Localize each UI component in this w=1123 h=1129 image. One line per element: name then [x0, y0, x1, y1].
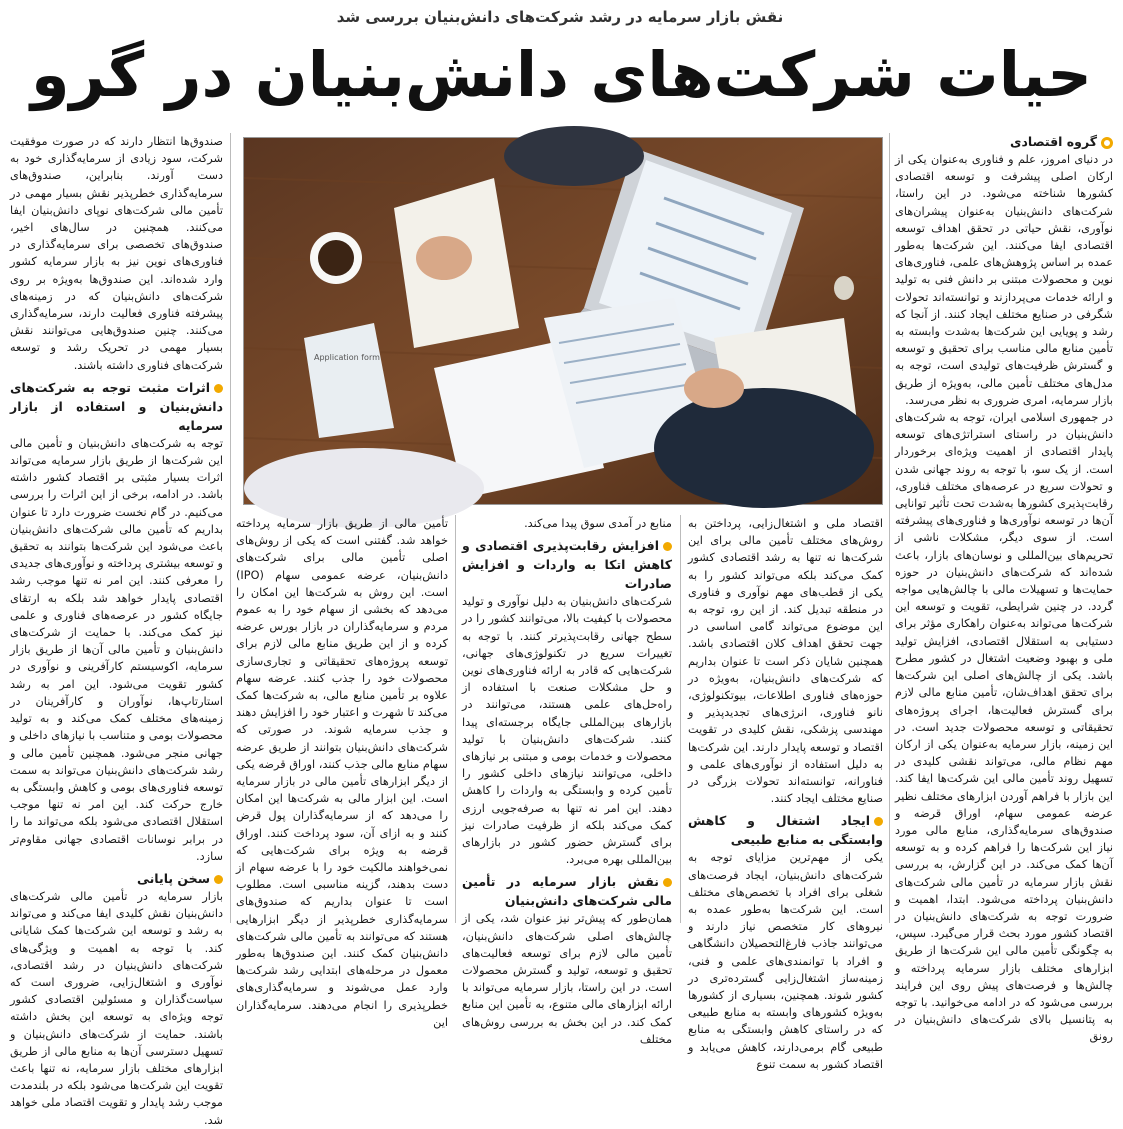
business-meeting-image — [244, 138, 882, 504]
newspaper-logo-icon — [1101, 137, 1113, 149]
column-b — [462, 515, 672, 1046]
heading-bullet-icon — [663, 878, 672, 887]
paragraph: صندوق‌ها انتظار دارند که در صورت موفقیت شرکت، سود زیادی از سرمایه‌گذاری خود به دست آورند. بنابراین، صندوق‌های سرمایه‌گذاری خطرپذیر نقش بسیار مهمی در تأمین مالی شرکت‌های نوپای دانش‌بنیان ایفا می‌کنند. همچنین در سال‌های اخیر، صندوق‌های تخصصی برای سرمایه‌گذاری در فناوری‌های نوین نیز به بازار سرمایه کشور وارد شده‌اند. این صندوق‌ها به‌ویژه بر روی شرکت‌های دانش‌بنیان که در زمینه‌های پیشرفته فناوری فعالیت دارند، سرمایه‌گذاری می‌کنند. چنین صندوق‌هایی می‌توانند نقش بسیار مهمی در تحریک رشد و توسعه شرکت‌های فناوری داشته باشند. — [10, 135, 223, 372]
paragraph: توجه به شرکت‌های دانش‌بنیان و تأمین مالی این شرکت‌ها از طریق بازار سرمایه می‌تواند اثرات بسیار مثبتی بر اقتصاد کشور داشته باشد. در ادامه، برخی از این اثرات را بررسی می‌کنیم. در گام نخست ضرورت دارد تا عنوان بداریم که تأمین مالی شرکت‌های دانش‌بنیان باعث می‌شود این شرکت‌ها بتوانند به تحقیق و توسعه بیشتری پرداخته و نوآوری‌های جدیدی را معرفی کنند. این امر نه تنها موجب رشد اقتصادی پایدار خواهد شد بلکه به ارتقای جایگاه کشور در عرصه‌های فناوری و علمی نیز کمک می‌کند. با حمایت از شرکت‌های دانش‌بنیان و تأمین مالی آن‌ها از طریق بازار سرمایه، اکوسیستم کارآفرینی و نوآوری در کشور تقویت می‌شود. این امر به رشد استارتاپ‌ها، نوآوران و کارآفرینان در زمینه‌های مختلف کمک می‌کند و به تولید محصولات بومی و متناسب با نیازهای داخلی و جهانی منجر می‌شود. همچنین تأمین مالی و رشد شرکت‌های دانش‌بنیان می‌تواند به سمت توسعه فناوری‌های بومی و کاهش وابستگی به خارج حرکت کند. این امر نه تنها موجب استقلال اقتصادی می‌شود بلکه می‌تواند ما را در برابر نوسانات اقتصادی جهانی مقاوم‌تر سازد. — [10, 436, 223, 863]
heading-bullet-icon — [874, 817, 883, 826]
byline: گروه اقتصادی — [895, 133, 1113, 151]
paragraph: بازار سرمایه در تأمین مالی شرکت‌های دانش‌بنیان نقش کلیدی ایفا می‌کند و می‌تواند به رشد و توسعه این شرکت‌ها کمک شایانی کند. با توجه به اهمیت و ویژگی‌های شرکت‌های دانش‌بنیان در رشد اقتصادی، نوآوری و اشتغال‌زایی، ضروری است که سیاست‌گذاران و مسئولین اقتصادی کشور توجه ویژه‌ای به توسعه این بخش داشته باشند. حمایت از شرکت‌های دانش‌بنیان و تسهیل دسترسی آن‌ها به منابع مالی از طریق ابزارهای مختلف بازار سرمایه، نه تنها باعث تقویت این شرکت‌ها می‌شود بلکه در بلندمدت موجب رشد پایدار و تقویت اقتصاد ملی خواهد شد. — [10, 889, 223, 1127]
paragraph: اقتصاد ملی و اشتغال‌زایی، پرداختن به روش‌های مختلف تأمین مالی برای این شرکت‌ها نه تنها به رشد اقتصادی کشور کمک می‌کند بلکه می‌تواند کشور را به یکی از قطب‌های مهم نوآوری و فناوری در منطقه تبدیل کند. از این رو، توجه به این موضوع می‌تواند گامی اساسی در جهت تحقق اهداف کلان اقتصادی باشد. همچنین شایان ذکر است تا عنوان بداریم که شرکت‌های دانش‌بنیان، به‌ویژه در حوزه‌های فناوری اطلاعات، بیوتکنولوژی، نانو فناوری، انرژی‌های تجدیدپذیر و مهندسی پزشکی، نقش کلیدی در تقویت اقتصاد و توسعه پایدار دارند. این شرکت‌ها به دلیل استفاده از نوآوری‌های علمی و فناورانه، توانسته‌اند تحولات بزرگی در صنایع مختلف ایجاد کنند. — [688, 517, 883, 806]
heading-bullet-icon — [214, 384, 223, 393]
section-heading: افزایش رقابت‌پذیری اقتصادی و کاهش اتکا به واردات و افزایش صادرات — [462, 538, 672, 592]
column-c — [235, 515, 448, 1029]
paragraph: یکی از مهم‌ترین مزایای توجه به شرکت‌های دانش‌بنیان، ایجاد فرصت‌های شغلی برای افراد با تخصص‌های مختلف است. این شرکت‌ها به‌طور عمده به نیروهای کار متخصص نیاز دارند و می‌توانند جاذب فارغ‌التحصیلان دانشگاهی و افراد با توانمندی‌های علمی و فنی، زمینه‌ساز اشتغال‌زایی گسترده‌تری در کشور شوند. همچنین، بسیاری از کشورها به‌ویژه کشورهای وابسته به منابع طبیعی که در راستای کاهش وابستگی به منابع طبیعی گام برمی‌دارند، کاهش می‌یابد و اقتصاد کشور به سمت تنوع — [688, 851, 883, 1071]
kicker: نقش بازار سرمایه در رشد شرکت‌های دانش‌بنیان بررسی شد — [336, 8, 784, 26]
column-divider — [680, 515, 681, 923]
column-left — [10, 133, 223, 1127]
paragraph: همان‌طور که پیش‌تر نیز عنوان شد، یکی از چالش‌های اصلی شرکت‌های دانش‌بنیان، تأمین مالی لازم برای توسعه فعالیت‌های تحقیق و توسعه، تولید و گسترش محصولات است. در این راستا، بازار سرمایه می‌تواند با ارائه ابزارهای مالی متنوع، به تأمین این منابع کمک کند. در این بخش به بررسی روش‌های مختلف — [462, 912, 672, 1046]
section-heading: ایجاد اشتغال و کاهش وابستگی به منابع طبیعی — [688, 813, 883, 848]
paragraph: شرکت‌های دانش‌بنیان به دلیل نوآوری و تولید محصولات با کیفیت بالا، می‌توانند کشور را در سطح جهانی رقابت‌پذیرتر کنند. با توجه به تغییرات سریع در تکنولوژی‌های جهانی، شرکت‌هایی که قادر به ارائه فناوری‌های نوین و حل مشکلات صنعت با استفاده از راه‌حل‌های علمی هستند، می‌توانند در بازارهای بین‌المللی جایگاه برجسته‌ای پیدا کنند. شرکت‌های دانش‌بنیان با تولید محصولات و خدمات بومی و مبتنی بر نیازهای داخلی، می‌توانند نیازهای داخلی کشور را تأمین کرده و وابستگی به واردات را کاهش دهند. این امر نه تنها به صرفه‌جویی ارزی کمک می‌کند بلکه از ظرفیت صادرات نیز برای گسترش حضور کشور در بازارهای بین‌المللی بهره می‌برد. — [462, 595, 672, 867]
paragraph: تأمین مالی از طریق بازار سرمایه پرداخته خواهد شد. گفتنی است که یکی از روش‌های اصلی تأمین مالی برای شرکت‌های دانش‌بنیان، عرضه عمومی سهام (IPO) است. این روش به شرکت‌ها این امکان را می‌دهد که بخشی از سهام خود را به عموم مردم و سرمایه‌گذاران در بازار بورس عرضه کرده و از این طریق منابع مالی لازم برای توسعه پروژه‌های تحقیقاتی و تجاری‌سازی محصولات خود را جذب کنند. عرضه سهام علاوه بر تأمین منابع مالی، به شرکت‌ها کمک می‌کند تا شهرت و اعتبار خود را افزایش دهند و جذب سرمایه شوند. در صورتی که شرکت‌های دانش‌بنیان بتوانند از طریق عرضه سهام منابع مالی جذب کنند، اوراق قرضه یکی از دیگر ابزارهای تأمین مالی در بازار سرمایه است. این ابزار مالی به شرکت‌ها این امکان را می‌دهد که از سرمایه‌گذاران پول قرض کنند و به ازای آن، سود پرداخت کنند. اوراق قرضه به ویژه برای شرکت‌هایی که نمی‌خواهند مالکیت خود را با عرضه سهام از دست بدهند، گزینه مناسبی است. مطلوب است تا عنوان بداریم که صندوق‌های سرمایه‌گذاری خطرپذیر از دیگر ابزارهایی هستند که می‌توانند به تأمین مالی شرکت‌های دانش‌بنیان کمک کنند. این صندوق‌ها به‌طور معمول در مرحله‌های ابتدایی رشد شرکت‌ها وارد عمل می‌شوند و سرمایه‌گذاری‌های خطرپذیری را انجام می‌دهند. سرمایه‌گذاران این — [235, 517, 448, 1029]
column-a — [688, 515, 883, 1071]
section-heading: اثرات مثبت توجه به شرکت‌های دانش‌بنیان و استفاده از بازار سرمایه — [10, 379, 223, 433]
paragraph: در دنیای امروز، علم و فناوری به‌عنوان یکی از ارکان اصلی پیشرفت و توسعه اقتصادی کشورها شناخته می‌شود. در این راستا، شرکت‌های دانش‌بنیان به‌عنوان پیشران‌های نوآوری، نقش حیاتی در تحقق اهداف توسعه اقتصادی ایفا می‌کنند. این شرکت‌ها به‌طور عمده بر اساس پژوهش‌های علمی، فناوری‌های نوین و محصولات مبتنی بر دانش فنی به تولید و ارائه خدمات می‌پردازند و توانسته‌اند تحولات شگرفی در صنایع مختلف ایجاد کنند. از آنجا که رشد و پویایی این شرکت‌ها به‌شدت وابسته به تأمین منابع مالی مناسب برای تحقیق و توسعه و گسترش ظرفیت‌های تولیدی است، توجه به مدل‌های مختلف تأمین مالی، به‌ویژه از طریق بازار سرمایه، امری ضروری به نظر می‌رسد. — [895, 153, 1113, 407]
paragraph: در جمهوری اسلامی ایران، توجه به شرکت‌های دانش‌بنیان در راستای استراتژی‌های توسعه پایدار اقتصادی از اهمیت ویژه‌ای برخوردار است. از یک سو، با توجه به روند جهانی شدن و تحولات سریع در عرصه‌های مختلف فناوری، رقابت‌پذیری کشورها به‌شدت تحت تأثیر توانایی آن‌ها در توسعه نوآوری‌ها و فناوری‌های پیشرفته است. از سوی دیگر، مشکلات ناشی از تحریم‌های بین‌المللی و نوسان‌های بازار، باعث شده‌اند که شرکت‌های دانش‌بنیان در حوزه حمایت‌ها و تسهیلات مالی با چالش‌هایی مواجه گردد. در چنین شرایطی، تقویت و توسعه این شرکت‌ها می‌تواند به‌عنوان راهکاری مؤثر برای دستیابی به استقلال اقتصادی، افزایش تولید ملی و بهبود وضعیت اشتغال در کشور مطرح باشد. یکی از چالش‌های اصلی این شرکت‌ها برای تحقق اهداف‌شان، تأمین منابع مالی لازم برای گسترش فعالیت‌ها، اجرای پروژه‌های تحقیقاتی و توسعه محصولات جدید است. در این زمینه، بازار سرمایه به‌عنوان یکی از ارکان مهم نظام مالی، می‌تواند نقشی کلیدی در تسهیل روند تأمین مالی این شرکت‌ها ایفا کند. این بازار با فراهم آوردن ابزارهای مختلف نظیر عرضه عمومی سهام، اوراق قرضه و صندوق‌های سرمایه‌گذاری، منابع مالی مورد نیاز این شرکت‌ها را فراهم کرده و به توسعه آن‌ها کمک می‌کند. در این گزارش، به بررسی نقش بازار سرمایه در تأمین مالی شرکت‌های دانش‌بنیان پرداخته می‌شود. ابتدا، اهمیت و ضرورت توجه به شرکت‌های دانش‌بنیان در اقتصاد کشور مورد بحث قرار می‌گیرد. سپس، به چگونگی تأمین مالی این شرکت‌ها از طریق ابزارهای مختلف بازار سرمایه پرداخته و چالش‌ها و فرصت‌های پیش روی این فرایند بررسی می‌شود که در ادامه می‌خوانید. با توجه به پتانسیل بالای شرکت‌های دانش‌بنیان در رونق — [895, 411, 1113, 1044]
heading-bullet-icon — [214, 875, 223, 884]
column-divider — [230, 133, 231, 923]
column-divider — [455, 515, 456, 923]
section-heading: نقش بازار سرمایه در تأمین مالی شرکت‌های دانش‌بنیان — [462, 874, 672, 909]
headline: حیات شرکت‌های دانش‌بنیان در گرو — [31, 38, 1092, 111]
column-intro — [895, 133, 1113, 1044]
document-label: Application form — [314, 353, 380, 362]
article-photo — [243, 137, 883, 505]
paragraph: منابع در آمدی سوق پیدا می‌کند. — [524, 517, 672, 530]
column-divider — [889, 133, 890, 923]
section-heading: سخن پایانی — [10, 869, 223, 888]
heading-bullet-icon — [663, 542, 672, 551]
